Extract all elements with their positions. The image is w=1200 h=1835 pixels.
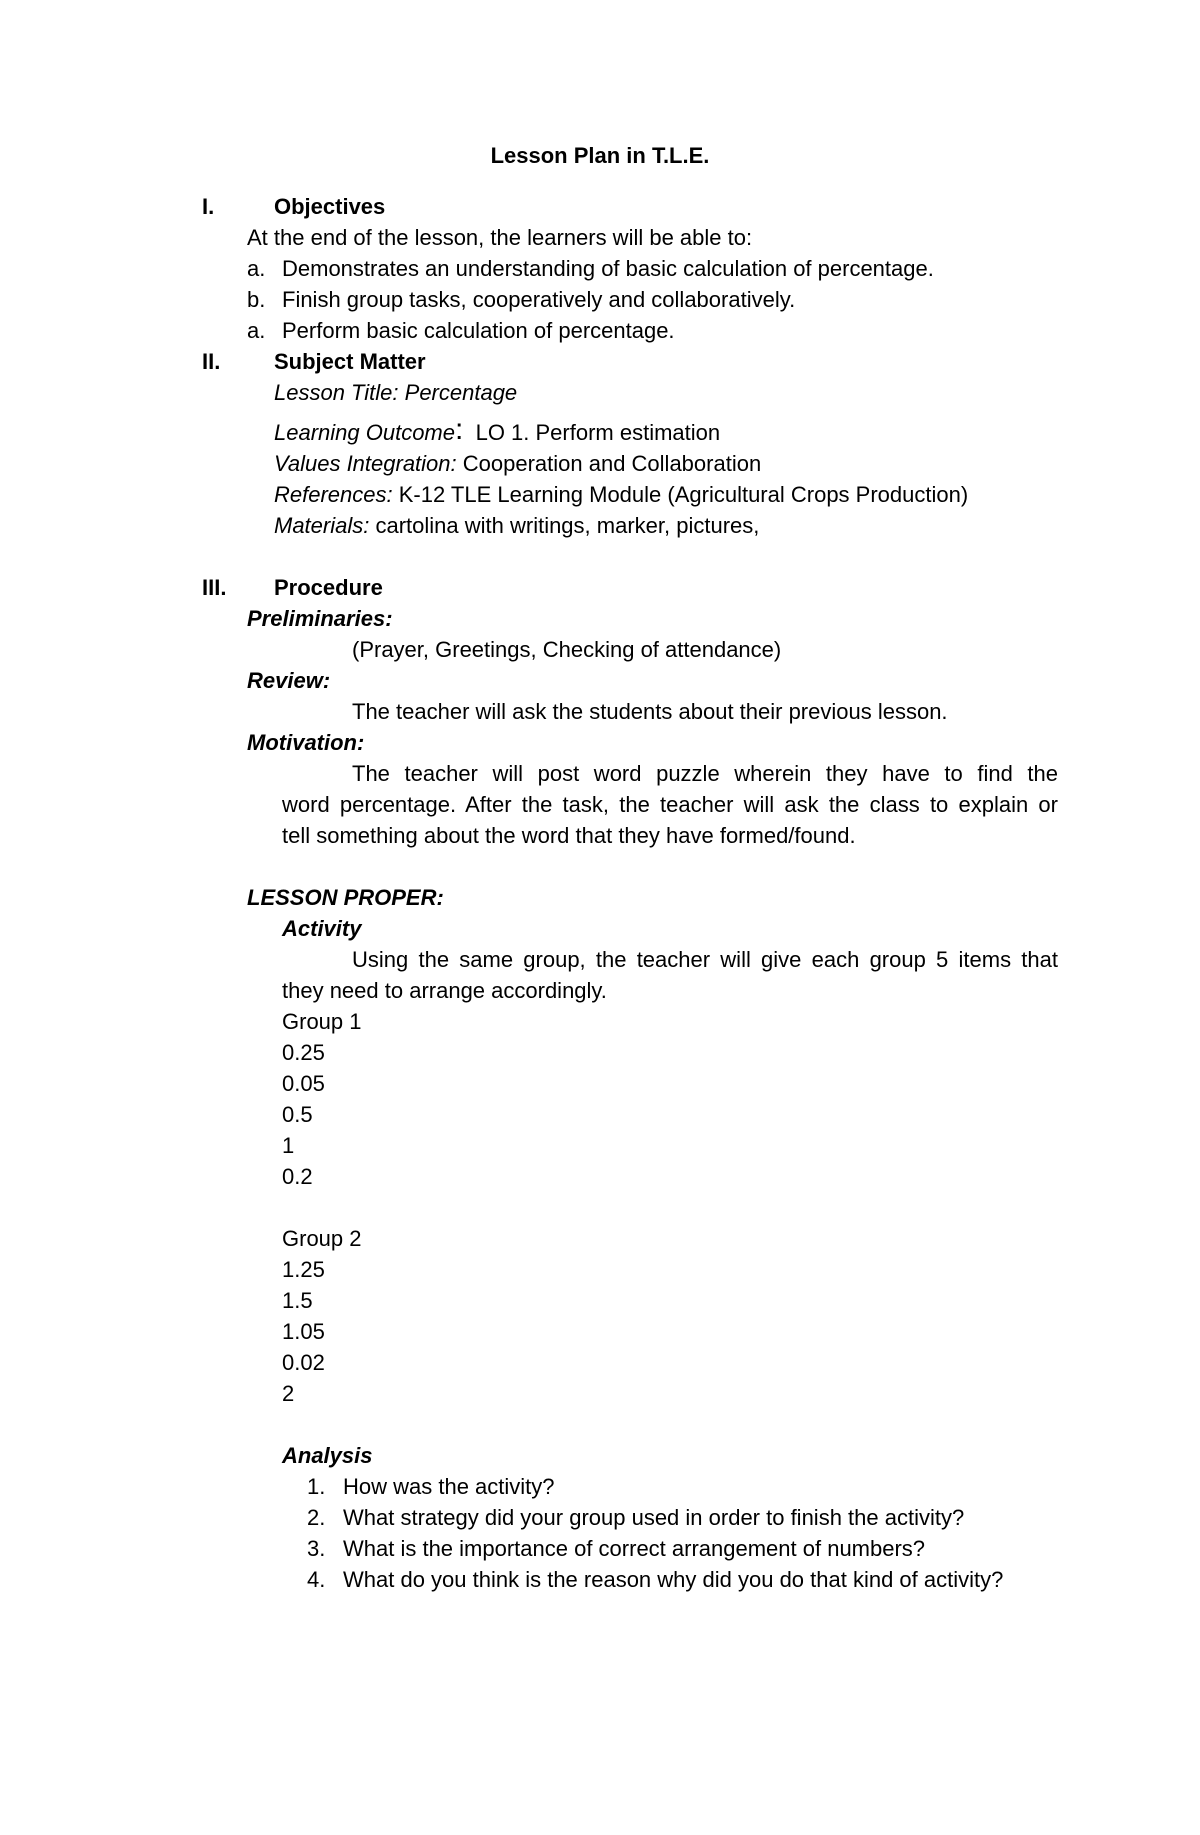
motivation-label: Motivation: — [247, 730, 365, 755]
analysis-marker: 3. — [307, 1536, 326, 1561]
group1-value: 0.25 — [282, 1040, 325, 1065]
preliminaries-text: (Prayer, Greetings, Checking of attendance) — [352, 637, 782, 662]
group2-value: 0.02 — [282, 1350, 325, 1375]
section-heading-subject-matter: Subject Matter — [274, 349, 426, 374]
analysis-question: What do you think is the reason why did you do that kind of activity? — [343, 1567, 1004, 1592]
analysis-marker: 1. — [307, 1474, 326, 1499]
values-integration-label: Values Integration: — [274, 451, 457, 476]
preliminaries-label: Preliminaries: — [247, 606, 393, 631]
objective-item: Perform basic calculation of percentage. — [282, 318, 675, 343]
group1-value: 0.2 — [282, 1164, 313, 1189]
group2-value: 1.5 — [282, 1288, 313, 1313]
materials-value: cartolina with writings, marker, pictures, — [369, 513, 760, 538]
references — [274, 482, 968, 508]
section-number-subject-matter: II. — [202, 349, 221, 374]
analysis-label: Analysis — [282, 1443, 373, 1468]
motivation-line: tell something about the word that they have formed/found. — [282, 823, 856, 848]
learning-outcome-label: Learning Outcome — [274, 420, 455, 445]
activity-line: they need to arrange accordingly. — [282, 978, 607, 1003]
group2-value: 2 — [282, 1381, 295, 1406]
objective-item: Finish group tasks, cooperatively and collaboratively. — [282, 287, 796, 312]
group1-value: 0.5 — [282, 1102, 313, 1127]
analysis-question: What strategy did your group used in order to finish the activity? — [343, 1505, 965, 1530]
group2-value: 1.25 — [282, 1257, 325, 1282]
learning-outcome-colon: : — [455, 413, 464, 446]
activity-line: Using the same group, the teacher will give each group 5 items that — [352, 947, 1058, 972]
review-text: The teacher will ask the students about their previous lesson. — [352, 699, 948, 724]
analysis-marker: 2. — [307, 1505, 326, 1530]
objective-marker: b. — [247, 287, 266, 312]
group1-value: 0.05 — [282, 1071, 325, 1096]
section-number-procedure: III. — [202, 575, 227, 600]
analysis-question: How was the activity? — [343, 1474, 555, 1499]
lesson-proper-heading: LESSON PROPER: — [247, 885, 444, 910]
references-value: K-12 TLE Learning Module (Agricultural Crops Production) — [392, 482, 969, 507]
group1-value: 1 — [282, 1133, 295, 1158]
analysis-question: What is the importance of correct arrangement of numbers? — [343, 1536, 926, 1561]
review-label: Review: — [247, 668, 331, 693]
learning-outcome — [274, 413, 721, 446]
objective-item: Demonstrates an understanding of basic calculation of percentage. — [282, 256, 934, 281]
section-heading-objectives: Objectives — [274, 194, 386, 219]
page-title: Lesson Plan in T.L.E. — [490, 143, 710, 168]
group1-label: Group 1 — [282, 1009, 362, 1034]
activity-label: Activity — [282, 916, 362, 941]
analysis-marker: 4. — [307, 1567, 326, 1592]
materials-label: Materials: — [274, 513, 370, 538]
objectives-intro: At the end of the lesson, the learners will be able to: — [247, 225, 753, 250]
motivation-line: word percentage. After the task, the teacher will ask the class to explain or — [282, 792, 1058, 817]
group2-value: 1.05 — [282, 1319, 325, 1344]
values-integration — [274, 451, 761, 477]
values-integration-value: Cooperation and Collaboration — [456, 451, 762, 476]
section-number-objectives: I. — [202, 194, 215, 219]
objective-marker: a. — [247, 256, 266, 281]
motivation-line: The teacher will post word puzzle wherein they have to find the — [352, 761, 1058, 786]
learning-outcome-value: LO 1. Perform estimation — [475, 420, 721, 445]
group2-label: Group 2 — [282, 1226, 362, 1251]
materials — [274, 513, 759, 539]
references-label: References: — [274, 482, 393, 507]
objective-marker: a. — [247, 318, 266, 343]
section-heading-procedure: Procedure — [274, 575, 383, 600]
lesson-title: Lesson Title: Percentage — [274, 380, 518, 405]
